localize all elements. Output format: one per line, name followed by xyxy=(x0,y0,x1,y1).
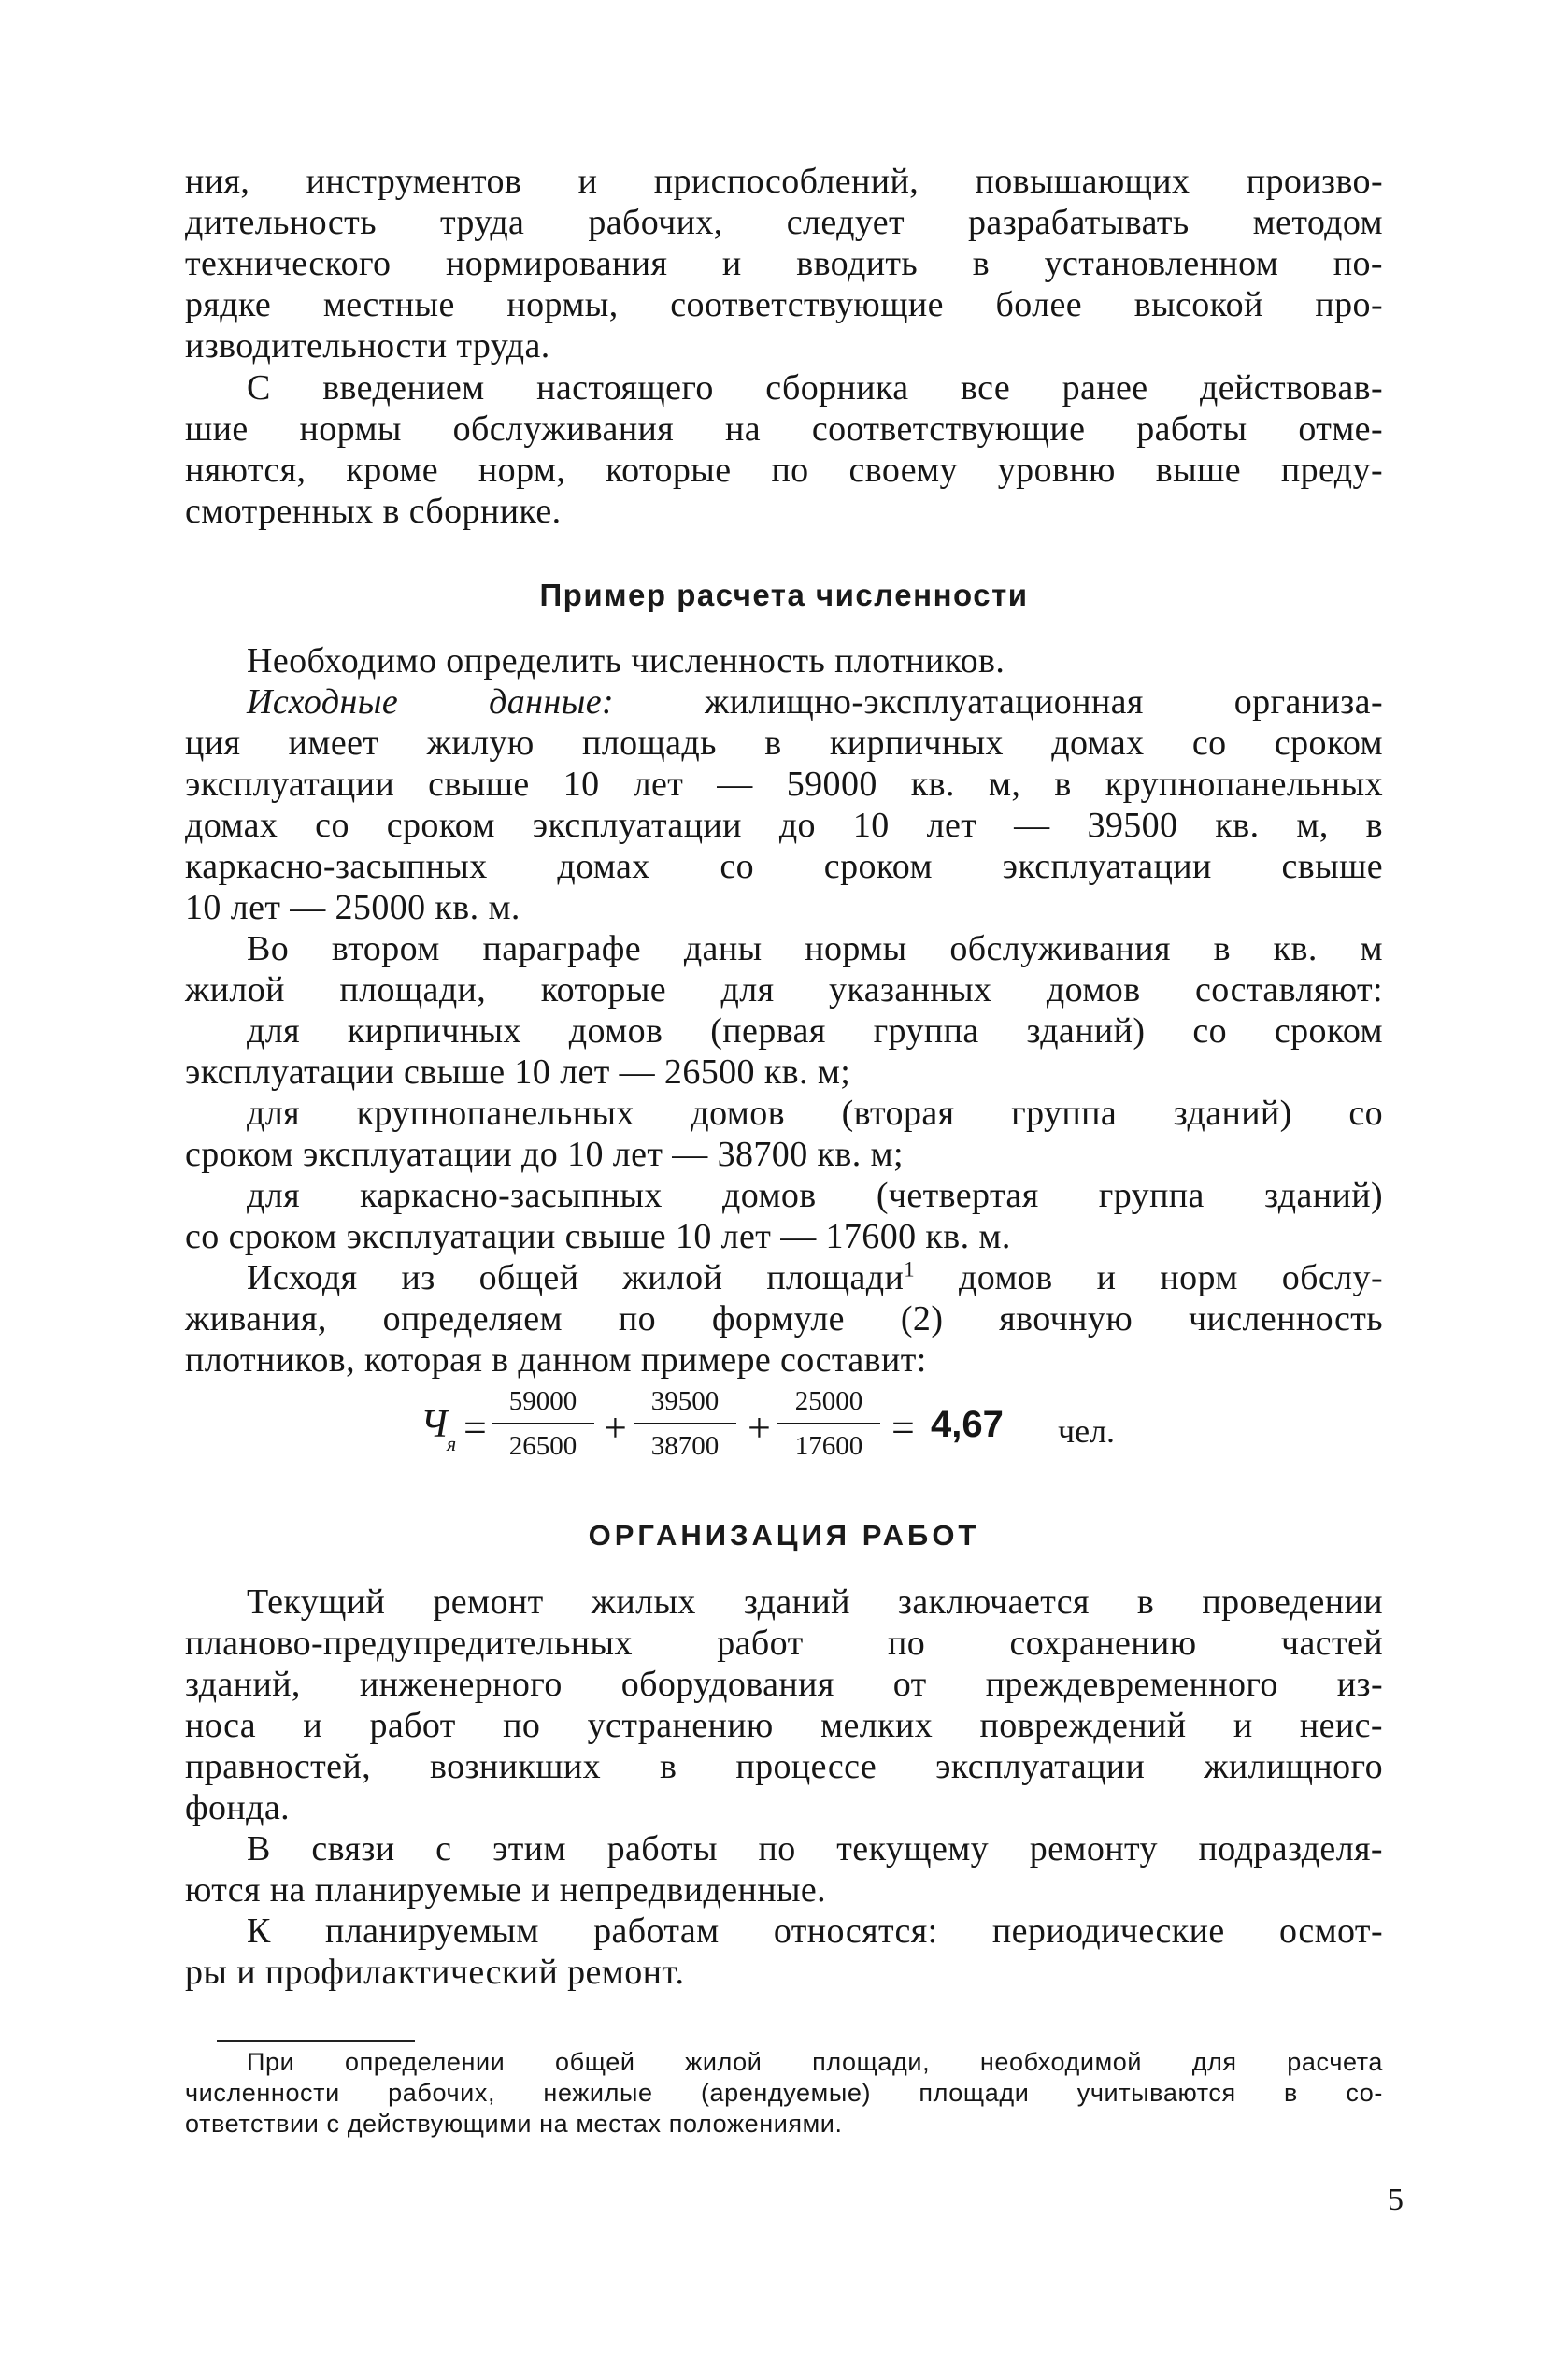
paragraph-continuation xyxy=(185,161,1383,366)
calc-intro-text: Исходя из общей жилой площади xyxy=(247,1258,905,1297)
text-line: К планируемым работам относятся: периодические осмот- xyxy=(247,1911,1383,1951)
formula-unit: чел. xyxy=(1058,1412,1116,1450)
text-line: со сроком эксплуатации свыше 10 лет — 17600 кв. м. xyxy=(185,1217,1011,1256)
organization-section xyxy=(185,1582,1383,1993)
calc-intro-text: домов и норм обслу- xyxy=(915,1258,1383,1297)
norm-brick-line: для кирпичных домов (первая группа зданий) со сроком xyxy=(247,1011,1383,1051)
initial-data-label: Исходные данные: xyxy=(247,682,615,722)
text-line: правностей, возникших в процессе эксплуатации жилищного xyxy=(185,1747,1383,1786)
page-number: 5 xyxy=(1388,2183,1404,2217)
fraction-bar xyxy=(492,1423,594,1424)
footnote xyxy=(185,2047,1383,2140)
text-line: фонда. xyxy=(185,1788,291,1827)
text-line: 10 лет — 25000 кв. м. xyxy=(185,888,520,927)
text-line: планово-предупредительных работ по сохранению частей xyxy=(185,1624,1383,1663)
calc-intro-line xyxy=(185,1257,1383,1298)
fraction-bar xyxy=(634,1423,736,1424)
formula-subscript: я xyxy=(447,1432,457,1455)
example-section xyxy=(185,640,1383,1381)
text-line: жилой площади, которые для указанных домов составляют: xyxy=(185,970,1383,1009)
fraction-denominator: 38700 xyxy=(650,1431,720,1461)
text-line: изводительности труда. xyxy=(185,326,550,365)
text-line: зданий, инженерного оборудования от преждевременного из- xyxy=(185,1665,1383,1704)
fraction-bar xyxy=(777,1423,880,1424)
footnote-divider xyxy=(217,2040,415,2042)
text-line: В связи с этим работы по текущему ремонту подразделя- xyxy=(247,1829,1383,1868)
initial-data-line xyxy=(185,681,1383,723)
text-line: домах со сроком эксплуатации до 10 лет — 39500 кв. м, в xyxy=(185,806,1383,845)
formula-result: 4,67 xyxy=(931,1404,1004,1445)
text-line: дительность труда рабочих, следует разрабатывать методом xyxy=(185,203,1383,242)
text-line: ры и профилактический ремонт. xyxy=(185,1953,685,1992)
text-line: носа и работ по устранению мелких повреждений и неис- xyxy=(185,1706,1383,1745)
formula-plus: + xyxy=(748,1405,771,1451)
text-line: ция имеет жилую площадь в кирпичных домах со сроком xyxy=(185,723,1383,763)
text-line: технического нормирования и вводить в установленном по- xyxy=(185,244,1383,283)
task-line: Необходимо определить численность плотников. xyxy=(247,641,1005,680)
text-line: смотренных в сборнике. xyxy=(185,492,562,531)
text-line: плотников, которая в данном примере составит: xyxy=(185,1340,927,1380)
text-line: С введением настоящего сборника все ранее действовав- xyxy=(247,368,1383,408)
text-line: ния, инструментов и приспособлений, повышающих произво- xyxy=(185,162,1383,201)
paragraph-previous-norms xyxy=(185,367,1383,532)
initial-data-text: жилищно-эксплуатационная организа- xyxy=(614,682,1384,722)
formula-plus: + xyxy=(604,1405,627,1451)
formula-fraction xyxy=(492,1383,594,1464)
fraction-denominator: 17600 xyxy=(794,1431,863,1461)
formula-fraction xyxy=(777,1383,880,1464)
norm-panel-line: для крупнопанельных домов (вторая группа зданий) со xyxy=(247,1094,1383,1133)
text-line: эксплуатации свыше 10 лет — 26500 кв. м; xyxy=(185,1052,851,1092)
text-line: шие нормы обслуживания на соответствующие работы отме- xyxy=(185,409,1383,449)
fraction-numerator: 25000 xyxy=(794,1386,863,1416)
text-line: ются на планируемые и непредвиденные. xyxy=(185,1870,827,1910)
formula-equals: = xyxy=(891,1405,915,1451)
formula-fraction xyxy=(634,1383,736,1464)
formula-headcount xyxy=(421,1383,1168,1486)
text-line: няются, кроме норм, которые по своему уровню выше преду- xyxy=(185,451,1383,490)
norm-frame-line: для каркасно-засыпных домов (четвертая группа зданий) xyxy=(247,1176,1383,1215)
footnote-line: численности рабочих, нежилые (арендуемые) площади учитываются в со- xyxy=(185,2079,1383,2107)
text-line: Во втором параграфе даны нормы обслуживания в кв. м xyxy=(247,929,1383,968)
text-line: каркасно-засыпных домах со сроком эксплуатации свыше xyxy=(185,847,1383,886)
text-line: эксплуатации свыше 10 лет — 59000 кв. м, в крупнопанельных xyxy=(185,765,1383,804)
footnote-line: При определении общей жилой площади, необходимой для расчета xyxy=(247,2048,1383,2076)
fraction-numerator: 59000 xyxy=(508,1386,577,1416)
fraction-denominator: 26500 xyxy=(508,1431,577,1461)
section-heading-example: Пример расчета численности xyxy=(539,578,1029,612)
footnote-line: ответствии с действующими на местах положениями. xyxy=(185,2110,843,2138)
section-heading-organization: ОРГАНИЗАЦИЯ РАБОТ xyxy=(588,1519,980,1552)
formula-equals: = xyxy=(463,1405,487,1451)
text-line: сроком эксплуатации до 10 лет — 38700 кв. м; xyxy=(185,1135,904,1174)
formula-variable: Ч xyxy=(421,1403,448,1446)
fraction-numerator: 39500 xyxy=(650,1386,720,1416)
text-line: живания, определяем по формуле (2) явочную численность xyxy=(185,1299,1383,1338)
footnote-reference: 1 xyxy=(904,1257,916,1281)
text-line: рядке местные нормы, соответствующие более высокой про- xyxy=(185,285,1383,324)
text-line: Текущий ремонт жилых зданий заключается в проведении xyxy=(247,1582,1383,1622)
